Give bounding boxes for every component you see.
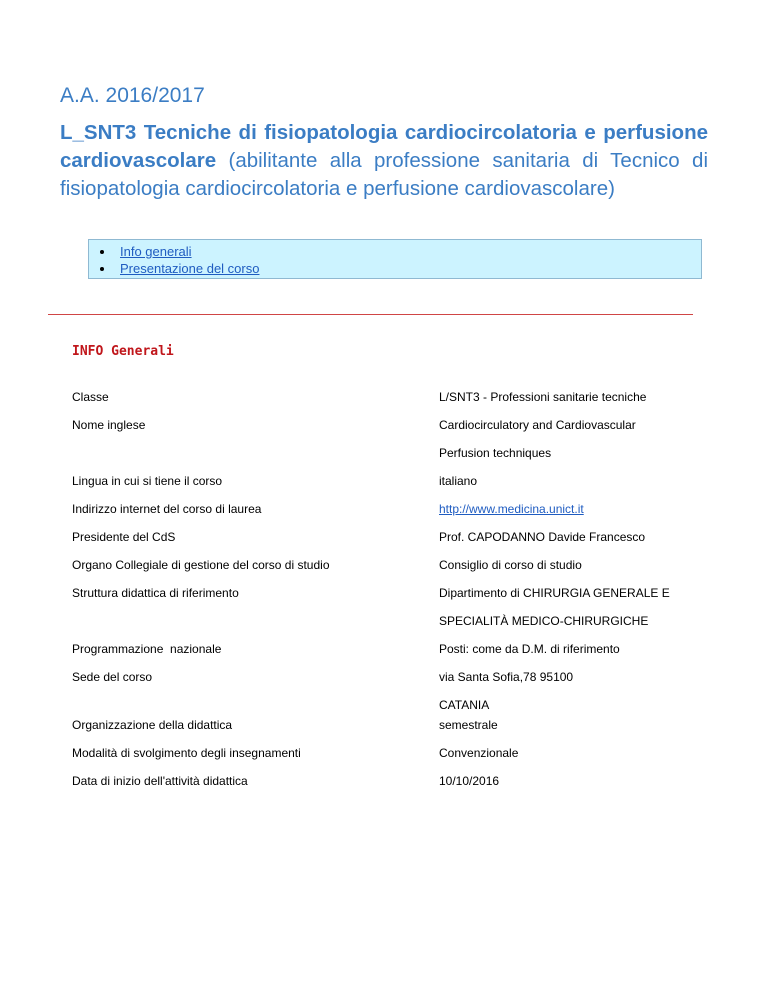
row-value: Cardiocirculatory and Cardiovascular bbox=[439, 418, 636, 432]
bullet-icon bbox=[100, 267, 104, 271]
row-label: Organo Collegiale di gestione del corso di studio bbox=[72, 558, 330, 572]
row-value: L/SNT3 - Professioni sanitarie tecniche bbox=[439, 390, 647, 404]
row-value: Dipartimento di CHIRURGIA GENERALE E bbox=[439, 586, 670, 600]
bullet-icon bbox=[100, 250, 104, 254]
row-value-continued: CATANIA bbox=[439, 698, 490, 712]
row-value: 10/10/2016 bbox=[439, 774, 500, 788]
row-value bbox=[439, 502, 584, 516]
academic-year: A.A. 2016/2017 bbox=[60, 84, 205, 107]
course-title-qualifier: (abilitante alla professione sanitaria di Tecnico di fisiopatologia cardiocircolatoria e perfusione cardiovascolare) bbox=[60, 149, 708, 200]
presentazione-link[interactable]: Presentazione del corso bbox=[120, 261, 260, 276]
row-value: Consiglio di corso di studio bbox=[439, 558, 582, 572]
row-label: Organizzazione della didattica bbox=[72, 718, 233, 732]
row-label: Sede del corso bbox=[72, 670, 153, 684]
row-value-continued: Perfusion techniques bbox=[439, 446, 552, 460]
nav-item-presentazione bbox=[89, 260, 701, 277]
row-label: Data di inizio dell'attività didattica bbox=[72, 774, 248, 788]
course-title-code: L_SNT3 Tecniche di fisiopatologia cardiocircolatoria e perfusione cardiovascolare bbox=[60, 121, 708, 172]
row-label: Lingua in cui si tiene il corso bbox=[72, 474, 223, 488]
course-nav-list bbox=[89, 243, 701, 277]
row-label: Modalità di svolgimento degli insegnamenti bbox=[72, 746, 301, 760]
info-generali-link[interactable]: Info generali bbox=[120, 244, 192, 259]
row-value: italiano bbox=[439, 474, 478, 488]
row-label: Presidente del CdS bbox=[72, 530, 176, 544]
section-divider bbox=[48, 314, 693, 315]
nav-item-info-generali bbox=[89, 243, 701, 260]
row-label: Classe bbox=[72, 390, 109, 404]
row-label: Nome inglese bbox=[72, 418, 146, 432]
row-label: Struttura didattica di riferimento bbox=[72, 586, 239, 600]
row-value: via Santa Sofia,78 95100 bbox=[439, 670, 574, 684]
row-value-continued: SPECIALITÀ MEDICO-CHIRURGICHE bbox=[439, 614, 649, 628]
info-generali-heading: INFO Generali bbox=[72, 344, 174, 359]
row-label: Indirizzo internet del corso di laurea bbox=[72, 502, 262, 516]
course-website-link[interactable]: http://www.medicina.unict.it bbox=[439, 502, 584, 516]
course-title bbox=[60, 119, 708, 203]
row-value: Prof. CAPODANNO Davide Francesco bbox=[439, 530, 646, 544]
course-nav-box bbox=[88, 239, 702, 279]
row-label: Programmazione nazionale bbox=[72, 642, 222, 656]
row-value: semestrale bbox=[439, 718, 498, 732]
row-value: Posti: come da D.M. di riferimento bbox=[439, 642, 620, 656]
row-value: Convenzionale bbox=[439, 746, 519, 760]
